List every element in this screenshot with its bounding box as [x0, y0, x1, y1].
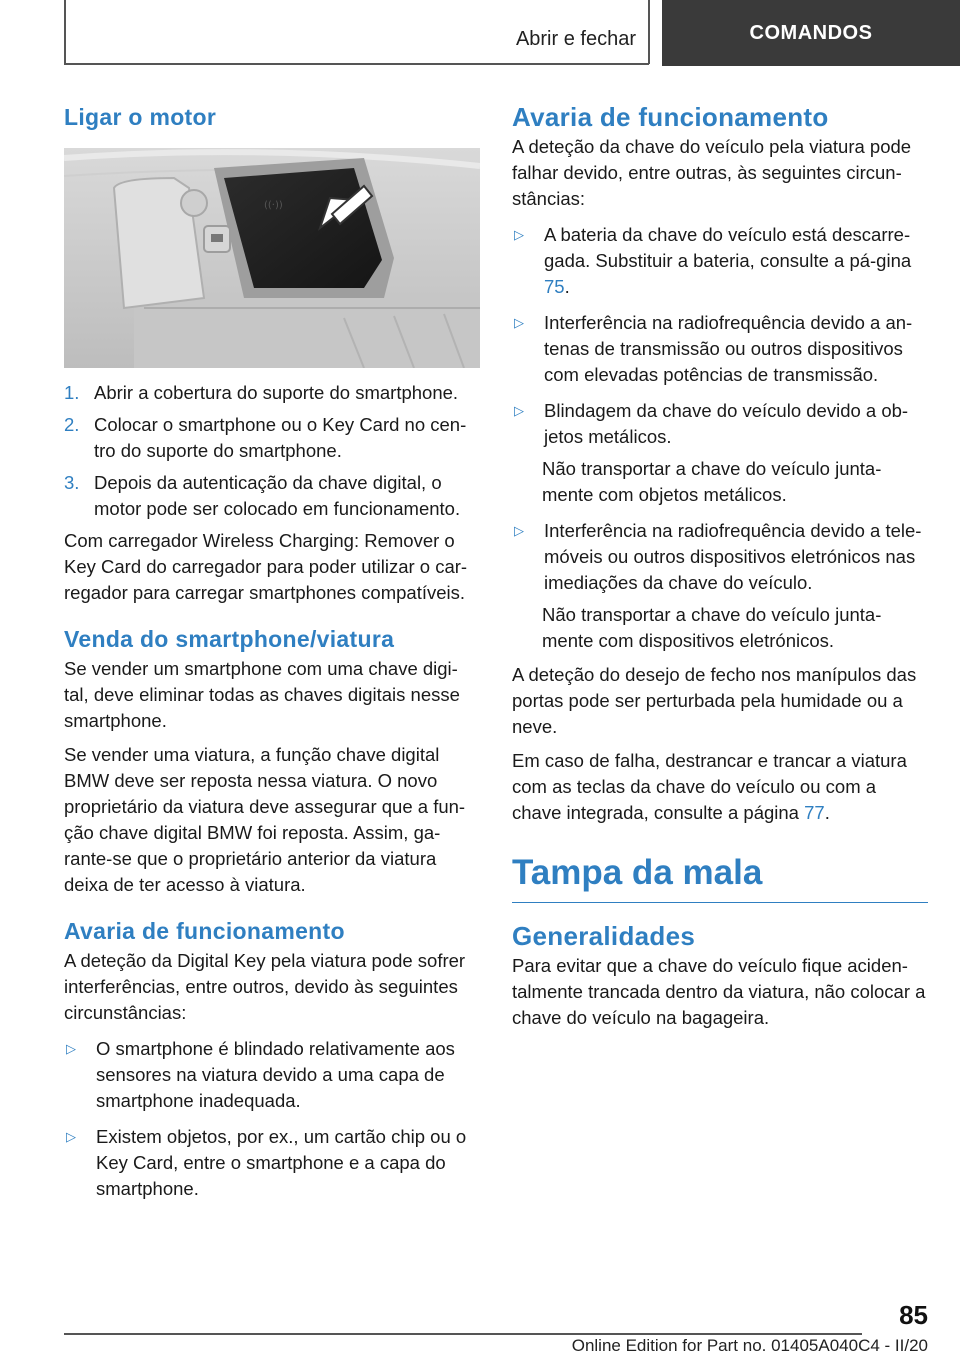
step-number: 3. — [64, 472, 80, 493]
heading-start-engine: Ligar o motor — [64, 104, 217, 130]
bullet-text-end: . — [564, 276, 570, 297]
bullet-text: Interferência na radiofrequência devido a tele‐móveis ou outros dispositivos eletrónicos nas imediações da chave do veículo. — [544, 520, 922, 593]
svg-text:((·)): ((·)) — [264, 200, 283, 211]
list-item — [64, 412, 480, 464]
bullet-text: Blindagem da chave do veículo devido a ob‐jetos metálicos. — [544, 400, 909, 447]
bullet-subtext: Não transportar a chave do veículo junta‐mente com dispositivos eletrónicos. — [542, 604, 882, 651]
step-text: Abrir a cobertura do suporte do smartphone. — [94, 382, 459, 403]
bullet-subtext: Não transportar a chave do veículo junta‐mente com objetos metálicos. — [542, 458, 882, 505]
bullet-list-right — [512, 222, 928, 654]
paragraph-door-handles: A deteção do desejo de fecho nos manípulos das portas pode ser perturbada pela humidade ou a neve. — [512, 664, 917, 737]
triangle-bullet-icon: ▷ — [514, 227, 524, 242]
footer-edition: Online Edition for Part no. 01405A040C4 - II/20 — [571, 1336, 928, 1355]
list-item — [64, 1036, 480, 1114]
left-column — [64, 100, 480, 1202]
header-bottom-rule — [64, 63, 649, 65]
bullet-text: O smartphone é blindado relativamente aos sensores na viatura devido a uma capa de smartphone inadequada. — [96, 1038, 455, 1111]
footer-rule — [64, 1333, 862, 1335]
step-number: 1. — [64, 382, 80, 403]
paragraph-charging: Com carregador Wireless Charging: Remover o Key Card do carregador para poder utilizar o car‐regador para carregar smartphones compatíveis. — [64, 530, 468, 603]
triangle-bullet-icon: ▷ — [514, 315, 524, 330]
smartphone-holder-photo — [64, 148, 480, 368]
page-number: 85 — [899, 1300, 928, 1330]
steps-list — [64, 380, 480, 522]
triangle-bullet-icon: ▷ — [514, 523, 524, 538]
triangle-bullet-icon: ▷ — [66, 1041, 76, 1056]
header-chapter-tab: COMANDOS — [662, 0, 960, 66]
paragraph-failure-text: Em caso de falha, destrancar e trancar a viatura com as teclas da chave do veículo ou com a chave integrada, consulte a página — [512, 750, 907, 823]
page-reference-link[interactable]: 75 — [544, 276, 565, 297]
heading-malfunction-right: Avaria de funcionamento — [512, 102, 829, 132]
list-item — [64, 470, 480, 522]
heading-malfunction-left: Avaria de funcionamento — [64, 918, 345, 944]
list-item — [512, 310, 928, 388]
paragraph-malfunction-left: A deteção da Digital Key pela viatura pode sofrer interferências, entre outros, devido às seguintes circunstâncias: — [64, 950, 466, 1023]
heading-sale: Venda do smartphone/viatura — [64, 626, 395, 652]
header-left-rule — [64, 0, 66, 64]
list-item — [512, 398, 928, 450]
triangle-bullet-icon: ▷ — [514, 403, 524, 418]
step-text: Depois da autenticação da chave digital, o motor pode ser colocado em funcionamento. — [94, 472, 461, 519]
paragraph-malfunction-intro: A deteção da chave do veículo pela viatura pode falhar devido, entre outras, às seguintes circun‐stâncias: — [512, 136, 912, 209]
heading-general: Generalidades — [512, 921, 696, 951]
bullet-text: Interferência na radiofrequência devido a an‐tenas de transmissão ou outros dispositivos com elevadas potências de transmissão. — [544, 312, 913, 385]
list-item — [512, 222, 928, 300]
header-section-title: Abrir e fechar — [515, 28, 636, 50]
bullet-text: A bateria da chave do veículo está descarre‐gada. Substituir a bateria, consulte a pá‐gina — [544, 224, 912, 271]
right-column — [512, 100, 928, 1031]
paragraph-failure-end: . — [824, 802, 830, 823]
list-item — [64, 1124, 480, 1202]
step-text: Colocar o smartphone ou o Key Card no cen‐tro do suporte do smartphone. — [94, 414, 467, 461]
heading-trunk-lid: Tampa da mala — [512, 848, 928, 903]
paragraph-sale-vehicle: Se vender uma viatura, a função chave digital BMW deve ser reposta nessa viatura. O novo proprietário da viatura deve assegurar que a fun‐ção chave digital BMW foi reposta. Assim, ga‐rante-se que o proprietário anterior da viatura deixa de ter acesso à viatura. — [64, 744, 466, 895]
header-divider — [648, 0, 650, 64]
list-item — [512, 518, 928, 596]
triangle-bullet-icon: ▷ — [66, 1129, 76, 1144]
paragraph-general: Para evitar que a chave do veículo fique aciden‐talmente trancada dentro da viatura, não colocar a chave do veículo na bagageira. — [512, 955, 926, 1028]
step-number: 2. — [64, 414, 80, 435]
list-item — [64, 380, 480, 406]
paragraph-failure — [512, 748, 928, 826]
bullet-text: Existem objetos, por ex., um cartão chip ou o Key Card, entre o smartphone e a capa do smartphone. — [96, 1126, 467, 1199]
paragraph-sale-smartphone: Se vender um smartphone com uma chave digi‐tal, deve eliminar todas as chaves digitais nesse smartphone. — [64, 658, 460, 731]
bullet-list-left — [64, 1036, 480, 1202]
page-reference-link[interactable]: 77 — [804, 802, 825, 823]
